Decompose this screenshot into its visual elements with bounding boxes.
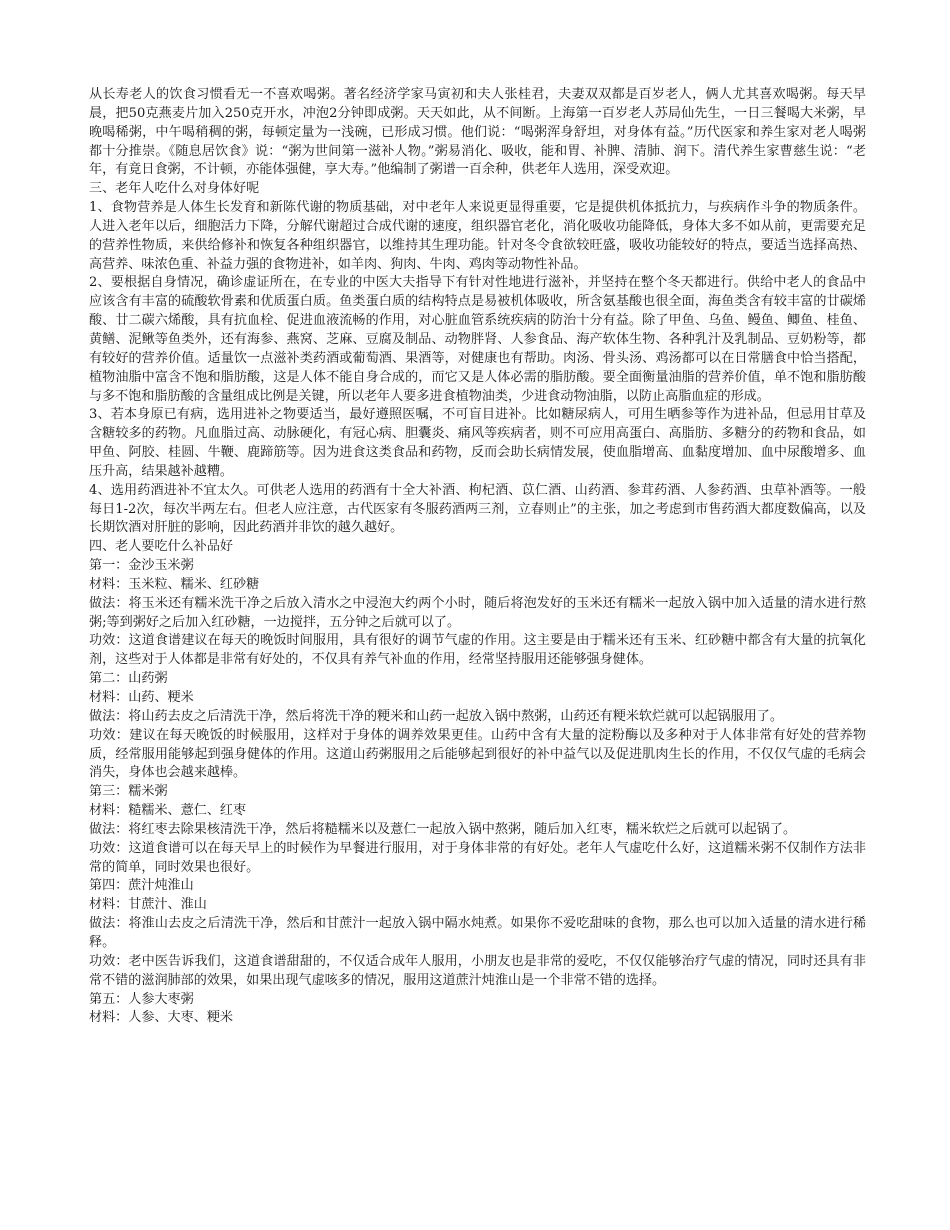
paragraph-point-4: 4、选用药酒进补不宜太久。可供老人选用的药酒有十全大补酒、枸杞酒、苡仁酒、山药酒、参茸药酒、人参药酒、虫草补酒等。一般每日1-2次，每次半两左右。但老人应注意，古代医家有冬服药酒两三剂，立春则止”的主张，加之考虑到市售药酒大都度数偏高，以及长期饮酒对肝脏的影响，因此药酒并非饮的越久越好。 [89,482,866,536]
recipe-3-method: 做法：将红枣去除果核清洗干净，然后将糙糯米以及薏仁一起放入锅中熬粥，随后加入红枣，糯米软烂之后就可以起锅了。 [89,821,797,837]
recipe-2-effect: 功效：建议在每天晚饭的时候服用，这样对于身体的调养效果更佳。山药中含有大量的淀粉酶以及多种对于人体非常有好处的营养物质，经常服用能够起到强身健体的作用。这道山药粥服用之后能够起到很好的补中益气以及促进肌肉生长的作用，不仅仅气虚的毛病会消失，身体也会越来越棒。 [89,727,866,781]
recipe-5-ingredients: 材料：人参、大枣、粳米 [89,1010,234,1026]
recipe-1-effect: 功效：这道食谱建议在每天的晚饭时间服用，具有很好的调节气虚的作用。这主要是由于糯米还有玉米、红砂糖中都含有大量的抗氧化剂，这些对于人体都是非常有好处的，不仅具有养气补血的作用，经常坚持服用还能够强身健体。 [89,633,866,668]
recipe-5-title: 第五：人参大枣粥 [89,991,194,1007]
paragraph-point-1: 1、食物营养是人体生长发育和新陈代谢的物质基础，对中老年人来说更显得重要，它是提供机体抵抗力，与疾病作斗争的物质条件。人进入老年以后，细胞活力下降，分解代谢超过合成代谢的速度，组织器官老化，消化吸收功能降低，身体大多不如从前，更需要充足的营养性物质，来供给修补和恢复各种组织器官，以维持其生理功能。针对冬令食欲较旺盛，吸收功能较好的特点，要适当选择高热、高营养、味浓色重、补益力强的食物进补，如羊肉、狗肉、牛肉、鸡肉等动物性补品。 [89,200,866,272]
paragraph-intro: 从长寿老人的饮食习惯看无一不喜欢喝粥。著名经济学家马寅初和夫人张桂君，夫妻双双都是百岁老人，俩人尤其喜欢喝粥。每天早晨，把50克燕麦片加入250克开水，冲泡2分钟即成粥。天天如此，从不间断。上海第一百岁老人苏局仙先生，一日三餐喝大米粥，早晚喝稀粥，中午喝稍稠的粥，每顿定量为一浅碗，已形成习惯。他们说：“喝粥浑身舒坦，对身体有益。”历代医家和养生家对老人喝粥都十分推崇。《随息居饮食》说：“粥为世间第一滋补人物。”粥易消化、吸收，能和胃、补脾、清肺、润下。清代养生家曹慈生说：“老年，有竟日食粥，不计顿，亦能体强健，享大寿。”他编制了粥谱一百余种，供老年人选用，深受欢迎。 [89,87,866,178]
recipe-2-title: 第二：山药粥 [89,671,168,687]
recipe-4-ingredients: 材料：甘蔗汁、淮山 [89,897,207,913]
recipe-1-method: 做法：将玉米还有糯米洗干净之后放入清水之中浸泡大约两个小时，随后将泡发好的玉米还有糯米一起放入锅中加入适量的清水进行熬粥;等到粥好之后加入红砂糖，一边搅拌，五分钟之后就可以了。 [89,595,866,630]
section-heading-4: 四、老人要吃什么补品好 [89,539,234,555]
paragraph-point-3: 3、若本身原已有病，选用进补之物要适当，最好遵照医嘱，不可盲目进补。比如糖尿病人，可用生晒参等作为进补品，但忌用甘草及含糖较多的药物。凡血脂过高、动脉硬化，有冠心病、胆囊炎、痛风等疾病者，则不可应用高蛋白、高脂肪、多糖分的药物和食品，如甲鱼、阿胶、桂圆、牛鞭、鹿蹄筋等。因为进食这类食品和药物，反而会助长病情发展，使血脂增高、血黏度增加、血中尿酸增多、血压升高，结果越补越糟。 [89,407,866,479]
recipe-2-ingredients: 材料：山药、粳米 [89,690,194,705]
recipe-3-effect: 功效：这道食谱可以在每天早上的时候作为早餐进行服用，对于身体非常的有好处。老年人气虚吃什么好，这道糯米粥不仅制作方法非常的简单，同时效果也很好。 [89,840,866,875]
recipe-3-title: 第三：糯米粥 [89,784,168,800]
recipe-1-ingredients: 材料：玉米粒、糯米、红砂糖 [89,576,260,592]
recipe-2-method: 做法：将山药去皮之后清洗干净，然后将洗干净的粳米和山药一起放入锅中熬粥，山药还有粳米软烂就可以起锅服用了。 [89,708,783,724]
paragraph-point-2: 2、要根据自身情况，确诊虚证所在，在专业的中医大夫指导下有针对性地进行滋补，并坚持在整个冬天都进行。供给中老人的食品中应该含有丰富的硫酸软骨素和优质蛋白质。鱼类蛋白质的结构特点是易被机体吸收，所含氨基酸也很全面，海鱼类含有较丰富的廿碳烯酸、廿二碳六烯酸，具有抗血栓、促进血液流畅的作用，对心脏血管系统疾病的防治十分有益。除了甲鱼、乌鱼、鳗鱼、鲫鱼、桂鱼、黄鳝、泥鳅等鱼类外，还有海参、燕窝、芝麻、豆腐及制品、动物胖肾、人参食品、海产软体生物、各种乳汁及乳制品、豆奶粉等，都有较好的营养价值。适量饮一点滋补类药酒或葡萄酒、果酒等，对健康也有帮助。肉汤、骨头汤、鸡汤都可以在日常膳食中恰当搭配，植物油脂中富含不饱和脂肪酸，这是人体不能自身合成的，而它又是人体必需的脂肪酸。要全面衡量油脂的营养价值，单不饱和脂肪酸与多不饱和脂肪酸的含量组成比例是关键，所以老年人要多进食植物油类，少进食动物油脂，以防止高脂血症的形成。 [89,275,866,404]
recipe-4-title: 第四：蔗汁炖淮山 [89,878,194,894]
recipe-4-effect: 功效：老中医告诉我们，这道食谱甜甜的，不仅适合成年人服用，小朋友也是非常的爱吃，不仅仅能够治疗气虚的情况，同时还具有非常不错的滋润肺部的效果，如果出现气虚咳多的情况，服用这道蔗汁炖淮山是一个非常不错的选择。 [89,953,866,988]
section-heading-3: 三、老年人吃什么对身体好呢 [89,181,260,197]
recipe-3-ingredients: 材料：糙糯米、薏仁、红枣 [89,803,247,819]
recipe-4-method: 做法：将淮山去皮之后清洗干净，然后和甘蔗汁一起放入锅中隔水炖煮。如果你不爱吃甜味的食物，那么也可以加入适量的清水进行稀释。 [89,916,866,950]
recipe-1-title: 第一：金沙玉米粥 [89,558,194,574]
